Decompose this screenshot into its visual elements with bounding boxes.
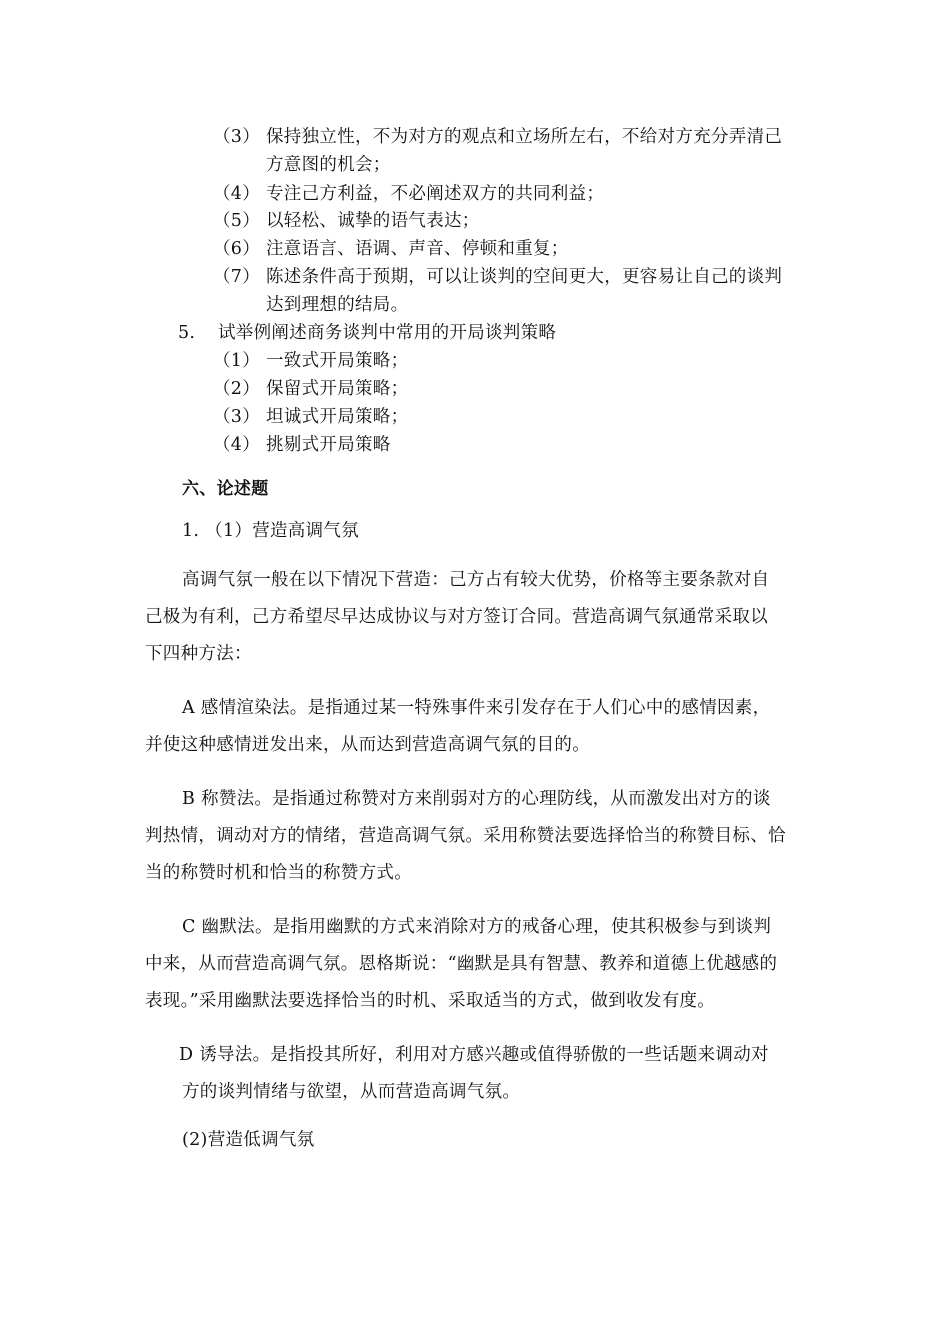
subsection-title-1: 1. （1）营造高调气氛 (182, 521, 359, 541)
list-number: （5） (213, 211, 261, 231)
paragraph-line: 中来，从而营造高调气氛。恩格斯说：“幽默是具有智慧、教养和道德上优越感的 (145, 954, 778, 974)
paragraph-line: 下四种方法： (145, 644, 252, 664)
list-text: 陈述条件高于预期，可以让谈判的空间更大，更容易让自己的谈判 (266, 267, 783, 287)
list-number: （4） (213, 435, 261, 455)
paragraph-line: 当的称赞时机和恰当的称赞方式。 (145, 863, 412, 883)
paragraph-line: 判热情，调动对方的情绪，营造高调气氛。采用称赞法要选择恰当的称赞目标、恰 (145, 826, 786, 846)
paragraph-line: 己极为有利，己方希望尽早达成协议与对方签订合同。营造高调气氛通常采取以 (145, 607, 768, 627)
list-text: 一致式开局策略； (266, 351, 409, 371)
list-text: 专注己方利益，不必阐述双方的共同利益； (266, 184, 605, 204)
paragraph-line: 表现。”采用幽默法要选择恰当的时机、采取适当的方式，做到收发有度。 (145, 991, 716, 1011)
paragraph-line: B 称赞法。是指通过称赞对方来削弱对方的心理防线，从而激发出对方的谈 (182, 789, 771, 809)
paragraph-line: 高调气氛一般在以下情况下营造：己方占有较大优势，价格等主要条款对自 (182, 570, 770, 590)
list-text: 注意语言、语调、声音、停顿和重复； (266, 239, 569, 259)
list-text: 挑剔式开局策略 (266, 435, 391, 455)
list-number: （6） (213, 239, 261, 259)
list-item-3-continuation: 方意图的机会； (266, 155, 391, 175)
list-text: 保持独立性，不为对方的观点和立场所左右，不给对方充分弄清己 (266, 127, 783, 147)
subsection-title-2: (2)营造低调气氛 (182, 1130, 315, 1150)
list-number: （3） (213, 407, 261, 427)
question-number: 5. (178, 323, 196, 343)
list-text: 保留式开局策略； (266, 379, 409, 399)
list-number: （1） (213, 351, 261, 371)
section-heading: 六、论述题 (182, 479, 269, 499)
list-text: 坦诚式开局策略； (266, 407, 409, 427)
list-number: （2） (213, 379, 261, 399)
list-text: 以轻松、诚挚的语气表达； (266, 211, 480, 231)
paragraph-line: 方的谈判情绪与欲望，从而营造高调气氛。 (182, 1082, 521, 1102)
list-number: （4） (213, 184, 261, 204)
paragraph-line: 并使这种感情迸发出来，从而达到营造高调气氛的目的。 (145, 735, 590, 755)
list-number: （7） (213, 267, 261, 287)
question-title: 试举例阐述商务谈判中常用的开局谈判策略 (218, 323, 557, 343)
list-item-7-continuation: 达到理想的结局。 (266, 295, 409, 315)
paragraph-line: D 诱导法。是指投其所好，利用对方感兴趣或值得骄傲的一些话题来调动对 (179, 1045, 769, 1065)
list-number: （3） (213, 127, 261, 147)
paragraph-line: C 幽默法。是指用幽默的方式来消除对方的戒备心理，使其积极参与到谈判 (182, 917, 772, 937)
paragraph-line: A 感情渲染法。是指通过某一特殊事件来引发存在于人们心中的感情因素， (182, 698, 771, 718)
